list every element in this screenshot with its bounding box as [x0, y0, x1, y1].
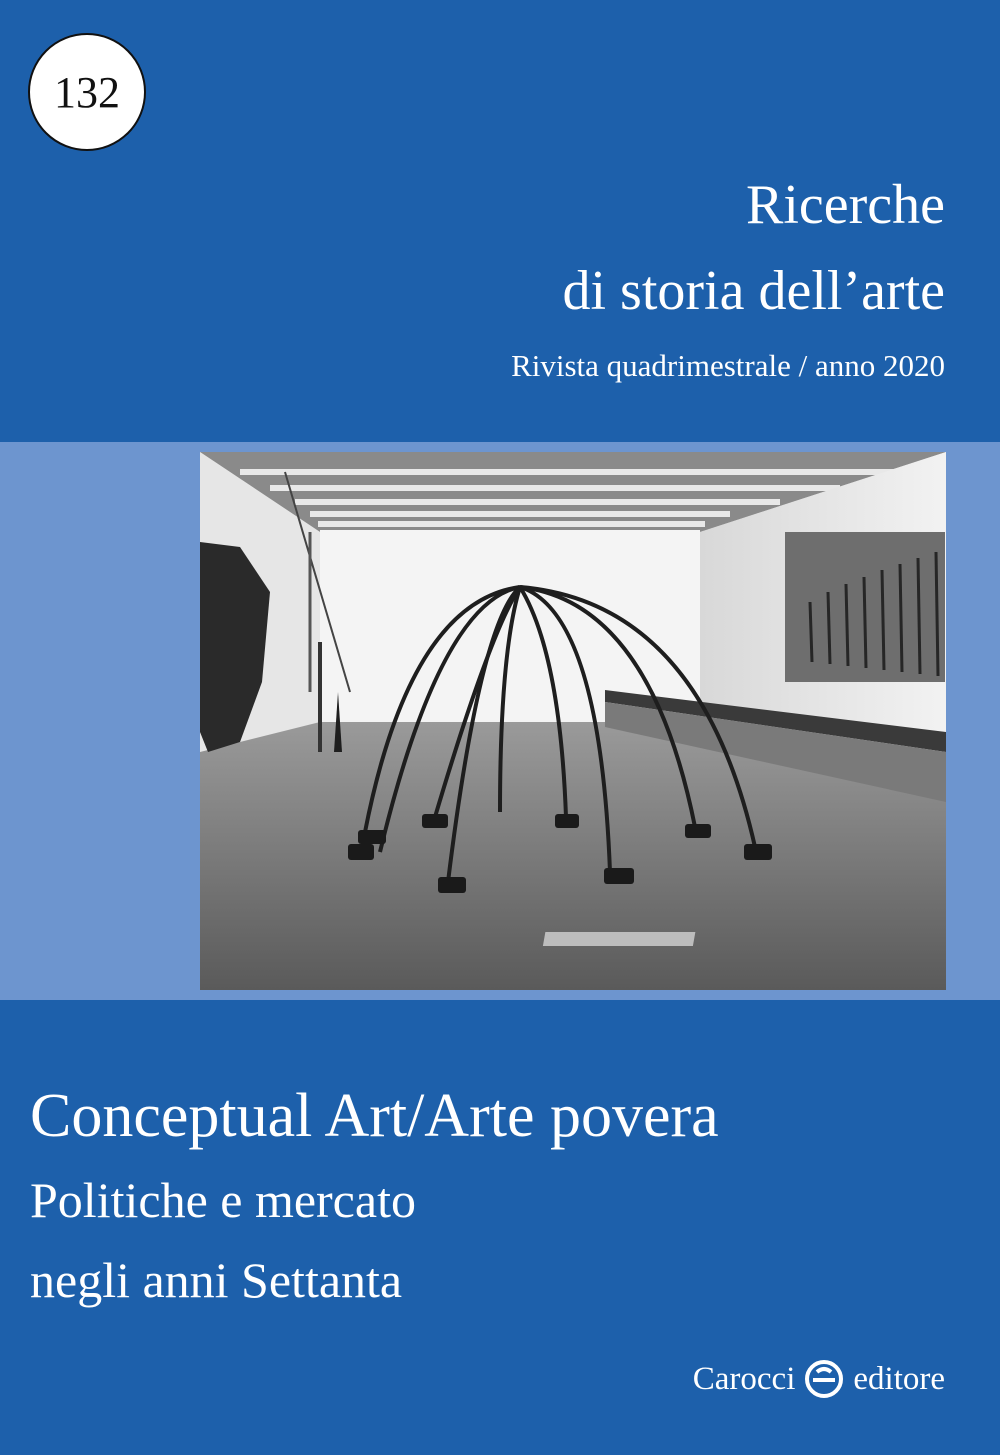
publisher-name-right: editore: [853, 1360, 945, 1397]
issue-number: 132: [54, 67, 120, 117]
cover-photo: [200, 452, 946, 990]
journal-subtitle: Rivista quadrimestrale / anno 2020: [511, 348, 945, 383]
carocci-at-logo-icon: [803, 1358, 845, 1400]
issue-number-badge: [28, 33, 146, 151]
journal-title-line1: Ricerche: [746, 174, 945, 236]
journal-title: [562, 162, 945, 334]
publisher-imprint: [693, 1358, 945, 1400]
issue-subtitle-line1: Politiche e mercato: [30, 1172, 416, 1228]
issue-subtitle: [30, 1160, 416, 1320]
publisher-name-left: Carocci: [692, 1360, 796, 1397]
issue-title: Conceptual Art/Arte povera: [30, 1082, 719, 1150]
journal-title-line2: di storia dell’arte: [562, 260, 945, 322]
issue-subtitle-line2: negli anni Settanta: [30, 1252, 403, 1308]
